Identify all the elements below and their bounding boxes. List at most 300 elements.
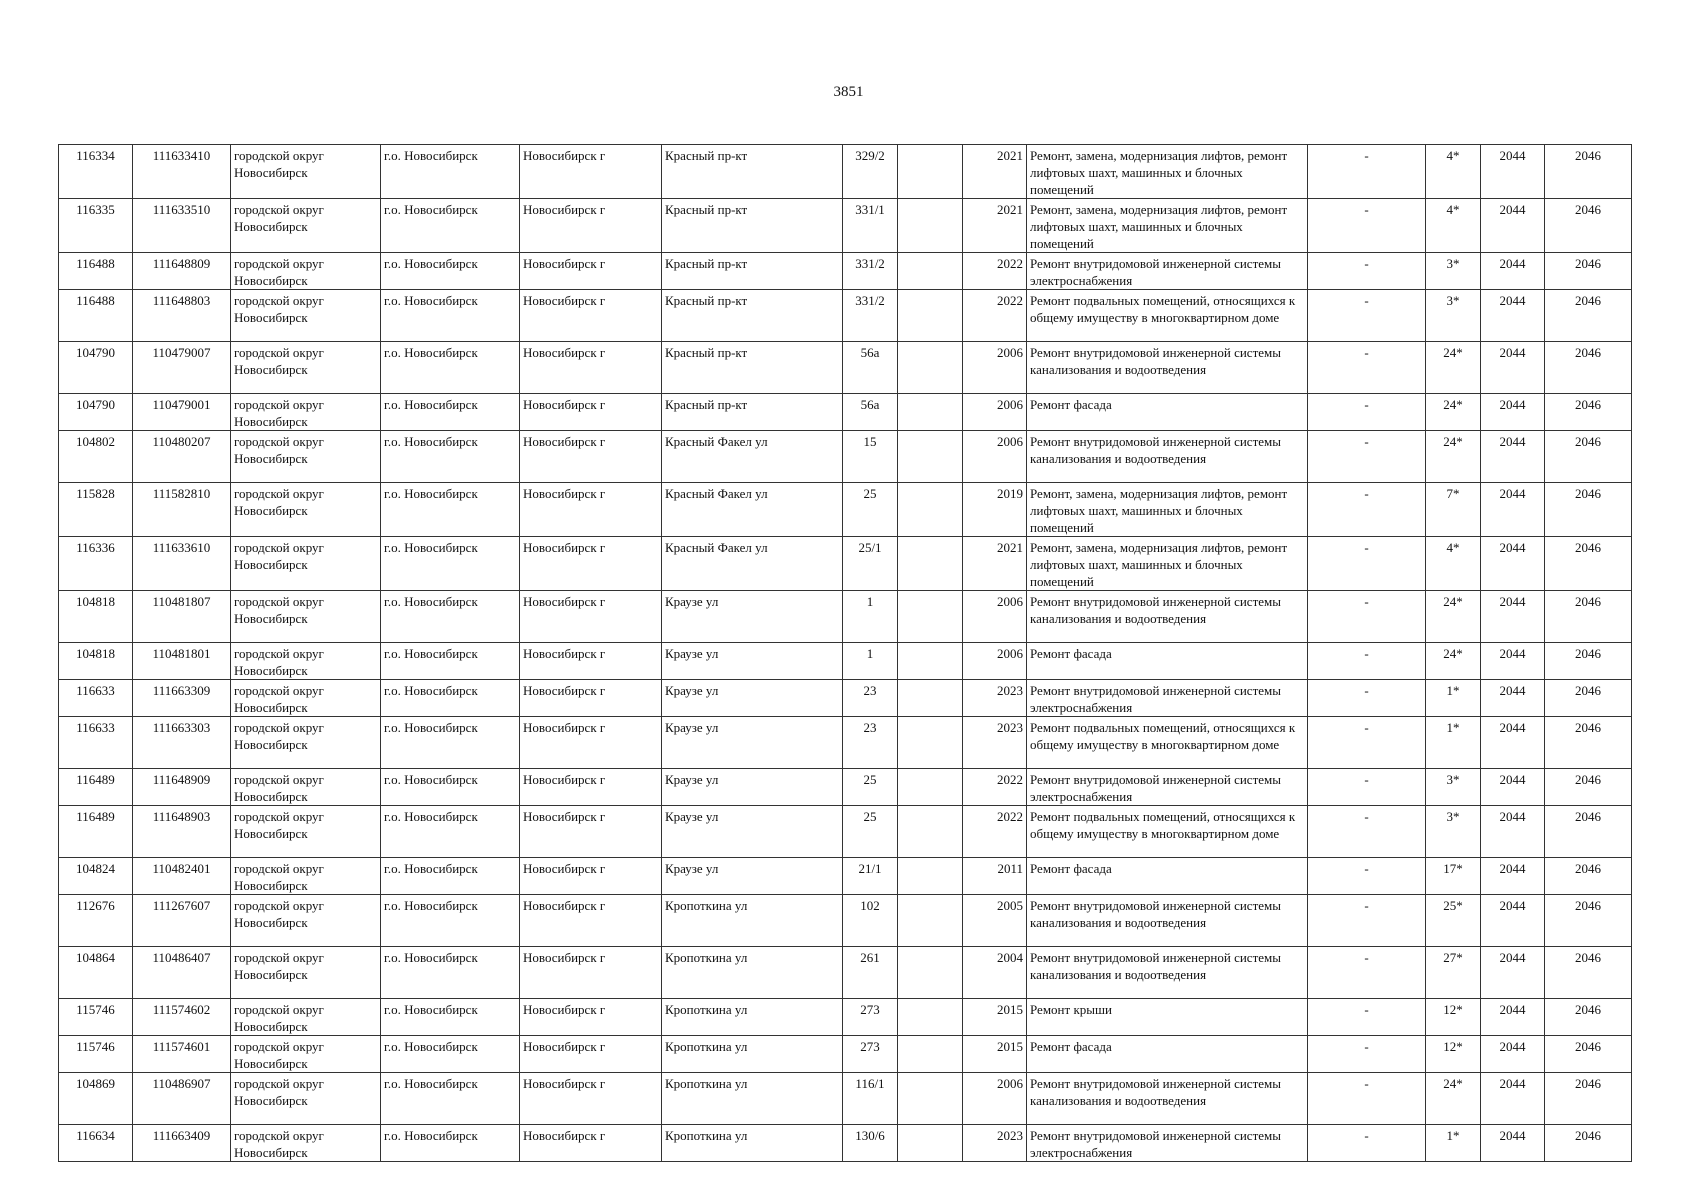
start-year-cell: 2044 <box>1481 537 1545 591</box>
work-type-cell: Ремонт, замена, модернизация лифтов, ремонт лифтовых шахт, машинных и блочных помещений <box>1027 483 1308 537</box>
building-cell <box>898 858 963 895</box>
start-year-cell: 2044 <box>1481 1125 1545 1162</box>
period-cell: 3* <box>1426 769 1481 806</box>
table-row <box>59 895 1632 947</box>
locality-cell: Новосибирск г <box>520 431 662 483</box>
start-year-cell: 2044 <box>1481 895 1545 947</box>
start-year-cell: 2044 <box>1481 806 1545 858</box>
commission-year-cell: 2015 <box>963 1036 1027 1073</box>
work-code-cell: 111663303 <box>133 717 231 769</box>
building-cell <box>898 643 963 680</box>
house-number-cell: 23 <box>843 680 898 717</box>
start-year-cell: 2044 <box>1481 1073 1545 1125</box>
building-cell <box>898 537 963 591</box>
locality-cell: Новосибирск г <box>520 1125 662 1162</box>
period-cell: 24* <box>1426 431 1481 483</box>
locality-cell: Новосибирск г <box>520 290 662 342</box>
district-cell: городской округ Новосибирск <box>231 145 381 199</box>
district-cell: городской округ Новосибирск <box>231 1036 381 1073</box>
commission-year-cell: 2015 <box>963 999 1027 1036</box>
district-cell: городской округ Новосибирск <box>231 1125 381 1162</box>
commission-year-cell: 2006 <box>963 1073 1027 1125</box>
building-cell <box>898 717 963 769</box>
commission-year-cell: 2011 <box>963 858 1027 895</box>
municipality-cell: г.о. Новосибирск <box>381 680 520 717</box>
work-code-cell: 110481801 <box>133 643 231 680</box>
work-code-cell: 111633410 <box>133 145 231 199</box>
locality-cell: Новосибирск г <box>520 1073 662 1125</box>
locality-cell: Новосибирск г <box>520 253 662 290</box>
locality-cell: Новосибирск г <box>520 717 662 769</box>
period-cell: 12* <box>1426 999 1481 1036</box>
object-id-cell: 115746 <box>59 999 133 1036</box>
end-year-cell: 2046 <box>1545 895 1632 947</box>
period-cell: 1* <box>1426 717 1481 769</box>
building-cell <box>898 145 963 199</box>
placeholder-cell: - <box>1308 717 1426 769</box>
street-cell: Кропоткина ул <box>662 947 843 999</box>
street-cell: Кропоткина ул <box>662 895 843 947</box>
district-cell: городской округ Новосибирск <box>231 895 381 947</box>
locality-cell: Новосибирск г <box>520 483 662 537</box>
start-year-cell: 2044 <box>1481 858 1545 895</box>
house-number-cell: 1 <box>843 591 898 643</box>
table-row <box>59 483 1632 537</box>
placeholder-cell: - <box>1308 483 1426 537</box>
work-type-cell: Ремонт внутридомовой инженерной системы электроснабжения <box>1027 769 1308 806</box>
period-cell: 3* <box>1426 253 1481 290</box>
work-code-cell: 111648803 <box>133 290 231 342</box>
commission-year-cell: 2005 <box>963 895 1027 947</box>
end-year-cell: 2046 <box>1545 769 1632 806</box>
building-cell <box>898 769 963 806</box>
work-type-cell: Ремонт внутридомовой инженерной системы канализования и водоотведения <box>1027 591 1308 643</box>
work-type-cell: Ремонт, замена, модернизация лифтов, ремонт лифтовых шахт, машинных и блочных помещений <box>1027 199 1308 253</box>
municipality-cell: г.о. Новосибирск <box>381 947 520 999</box>
start-year-cell: 2044 <box>1481 591 1545 643</box>
end-year-cell: 2046 <box>1545 290 1632 342</box>
house-number-cell: 25 <box>843 769 898 806</box>
work-type-cell: Ремонт внутридомовой инженерной системы канализования и водоотведения <box>1027 342 1308 394</box>
house-number-cell: 1 <box>843 643 898 680</box>
building-cell <box>898 394 963 431</box>
period-cell: 3* <box>1426 290 1481 342</box>
table-row <box>59 643 1632 680</box>
work-type-cell: Ремонт внутридомовой инженерной системы электроснабжения <box>1027 253 1308 290</box>
house-number-cell: 273 <box>843 1036 898 1073</box>
municipality-cell: г.о. Новосибирск <box>381 858 520 895</box>
start-year-cell: 2044 <box>1481 199 1545 253</box>
building-cell <box>898 591 963 643</box>
municipality-cell: г.о. Новосибирск <box>381 643 520 680</box>
object-id-cell: 104790 <box>59 394 133 431</box>
municipality-cell: г.о. Новосибирск <box>381 1036 520 1073</box>
object-id-cell: 116633 <box>59 717 133 769</box>
commission-year-cell: 2023 <box>963 680 1027 717</box>
street-cell: Краузе ул <box>662 717 843 769</box>
start-year-cell: 2044 <box>1481 483 1545 537</box>
placeholder-cell: - <box>1308 431 1426 483</box>
work-code-cell: 111633610 <box>133 537 231 591</box>
building-cell <box>898 680 963 717</box>
building-cell <box>898 199 963 253</box>
work-code-cell: 110486907 <box>133 1073 231 1125</box>
start-year-cell: 2044 <box>1481 947 1545 999</box>
placeholder-cell: - <box>1308 858 1426 895</box>
locality-cell: Новосибирск г <box>520 806 662 858</box>
placeholder-cell: - <box>1308 591 1426 643</box>
street-cell: Краузе ул <box>662 680 843 717</box>
placeholder-cell: - <box>1308 643 1426 680</box>
period-cell: 24* <box>1426 1073 1481 1125</box>
district-cell: городской округ Новосибирск <box>231 253 381 290</box>
table-row <box>59 858 1632 895</box>
district-cell: городской округ Новосибирск <box>231 717 381 769</box>
building-cell <box>898 895 963 947</box>
district-cell: городской округ Новосибирск <box>231 483 381 537</box>
building-cell <box>898 483 963 537</box>
house-number-cell: 273 <box>843 999 898 1036</box>
placeholder-cell: - <box>1308 290 1426 342</box>
house-number-cell: 25 <box>843 806 898 858</box>
district-cell: городской округ Новосибирск <box>231 806 381 858</box>
house-number-cell: 331/1 <box>843 199 898 253</box>
municipality-cell: г.о. Новосибирск <box>381 999 520 1036</box>
object-id-cell: 112676 <box>59 895 133 947</box>
table-row <box>59 999 1632 1036</box>
placeholder-cell: - <box>1308 1125 1426 1162</box>
house-number-cell: 21/1 <box>843 858 898 895</box>
object-id-cell: 104869 <box>59 1073 133 1125</box>
end-year-cell: 2046 <box>1545 342 1632 394</box>
work-code-cell: 110479001 <box>133 394 231 431</box>
house-number-cell: 329/2 <box>843 145 898 199</box>
commission-year-cell: 2006 <box>963 394 1027 431</box>
house-number-cell: 102 <box>843 895 898 947</box>
commission-year-cell: 2022 <box>963 290 1027 342</box>
object-id-cell: 104802 <box>59 431 133 483</box>
work-code-cell: 111574601 <box>133 1036 231 1073</box>
street-cell: Кропоткина ул <box>662 1125 843 1162</box>
table-row <box>59 1125 1632 1162</box>
end-year-cell: 2046 <box>1545 806 1632 858</box>
municipality-cell: г.о. Новосибирск <box>381 290 520 342</box>
municipality-cell: г.о. Новосибирск <box>381 394 520 431</box>
table-row <box>59 253 1632 290</box>
commission-year-cell: 2019 <box>963 483 1027 537</box>
street-cell: Красный Факел ул <box>662 537 843 591</box>
period-cell: 24* <box>1426 643 1481 680</box>
district-cell: городской округ Новосибирск <box>231 591 381 643</box>
placeholder-cell: - <box>1308 253 1426 290</box>
building-cell <box>898 947 963 999</box>
building-cell <box>898 342 963 394</box>
start-year-cell: 2044 <box>1481 643 1545 680</box>
work-type-cell: Ремонт внутридомовой инженерной системы канализования и водоотведения <box>1027 895 1308 947</box>
house-number-cell: 15 <box>843 431 898 483</box>
period-cell: 1* <box>1426 1125 1481 1162</box>
street-cell: Краузе ул <box>662 858 843 895</box>
period-cell: 7* <box>1426 483 1481 537</box>
work-code-cell: 111648903 <box>133 806 231 858</box>
house-number-cell: 130/6 <box>843 1125 898 1162</box>
locality-cell: Новосибирск г <box>520 680 662 717</box>
placeholder-cell: - <box>1308 1073 1426 1125</box>
municipality-cell: г.о. Новосибирск <box>381 806 520 858</box>
municipality-cell: г.о. Новосибирск <box>381 1073 520 1125</box>
period-cell: 24* <box>1426 591 1481 643</box>
street-cell: Красный Факел ул <box>662 431 843 483</box>
municipality-cell: г.о. Новосибирск <box>381 431 520 483</box>
table-row <box>59 1073 1632 1125</box>
locality-cell: Новосибирск г <box>520 769 662 806</box>
commission-year-cell: 2023 <box>963 1125 1027 1162</box>
period-cell: 24* <box>1426 394 1481 431</box>
work-code-cell: 110482401 <box>133 858 231 895</box>
end-year-cell: 2046 <box>1545 394 1632 431</box>
municipality-cell: г.о. Новосибирск <box>381 145 520 199</box>
work-code-cell: 111648909 <box>133 769 231 806</box>
start-year-cell: 2044 <box>1481 431 1545 483</box>
municipality-cell: г.о. Новосибирск <box>381 591 520 643</box>
table-row <box>59 199 1632 253</box>
object-id-cell: 116334 <box>59 145 133 199</box>
municipality-cell: г.о. Новосибирск <box>381 1125 520 1162</box>
end-year-cell: 2046 <box>1545 253 1632 290</box>
work-type-cell: Ремонт фасада <box>1027 394 1308 431</box>
municipality-cell: г.о. Новосибирск <box>381 717 520 769</box>
period-cell: 25* <box>1426 895 1481 947</box>
building-cell <box>898 1073 963 1125</box>
district-cell: городской округ Новосибирск <box>231 643 381 680</box>
end-year-cell: 2046 <box>1545 717 1632 769</box>
street-cell: Красный пр-кт <box>662 199 843 253</box>
end-year-cell: 2046 <box>1545 1036 1632 1073</box>
placeholder-cell: - <box>1308 999 1426 1036</box>
work-type-cell: Ремонт фасада <box>1027 1036 1308 1073</box>
district-cell: городской округ Новосибирск <box>231 290 381 342</box>
commission-year-cell: 2006 <box>963 342 1027 394</box>
object-id-cell: 104790 <box>59 342 133 394</box>
work-type-cell: Ремонт крыши <box>1027 999 1308 1036</box>
start-year-cell: 2044 <box>1481 342 1545 394</box>
table-row <box>59 342 1632 394</box>
locality-cell: Новосибирск г <box>520 999 662 1036</box>
commission-year-cell: 2022 <box>963 769 1027 806</box>
placeholder-cell: - <box>1308 806 1426 858</box>
locality-cell: Новосибирск г <box>520 394 662 431</box>
table-row <box>59 591 1632 643</box>
capital-repair-table <box>58 144 1632 1162</box>
table-row <box>59 290 1632 342</box>
object-id-cell: 116488 <box>59 253 133 290</box>
start-year-cell: 2044 <box>1481 680 1545 717</box>
building-cell <box>898 253 963 290</box>
table-row <box>59 680 1632 717</box>
work-code-cell: 111663409 <box>133 1125 231 1162</box>
placeholder-cell: - <box>1308 537 1426 591</box>
end-year-cell: 2046 <box>1545 431 1632 483</box>
work-type-cell: Ремонт подвальных помещений, относящихся к общему имуществу в многоквартирном доме <box>1027 717 1308 769</box>
table-row <box>59 145 1632 199</box>
commission-year-cell: 2004 <box>963 947 1027 999</box>
object-id-cell: 104818 <box>59 591 133 643</box>
table-row <box>59 537 1632 591</box>
object-id-cell: 116335 <box>59 199 133 253</box>
house-number-cell: 25 <box>843 483 898 537</box>
house-number-cell: 56а <box>843 394 898 431</box>
work-type-cell: Ремонт внутридомовой инженерной системы электроснабжения <box>1027 680 1308 717</box>
work-code-cell: 111574602 <box>133 999 231 1036</box>
building-cell <box>898 1125 963 1162</box>
start-year-cell: 2044 <box>1481 999 1545 1036</box>
end-year-cell: 2046 <box>1545 591 1632 643</box>
work-type-cell: Ремонт внутридомовой инженерной системы электроснабжения <box>1027 1125 1308 1162</box>
period-cell: 17* <box>1426 858 1481 895</box>
placeholder-cell: - <box>1308 895 1426 947</box>
locality-cell: Новосибирск г <box>520 342 662 394</box>
work-code-cell: 111648809 <box>133 253 231 290</box>
commission-year-cell: 2021 <box>963 537 1027 591</box>
district-cell: городской округ Новосибирск <box>231 537 381 591</box>
locality-cell: Новосибирск г <box>520 145 662 199</box>
commission-year-cell: 2022 <box>963 806 1027 858</box>
street-cell: Красный пр-кт <box>662 145 843 199</box>
building-cell <box>898 431 963 483</box>
locality-cell: Новосибирск г <box>520 643 662 680</box>
end-year-cell: 2046 <box>1545 537 1632 591</box>
street-cell: Краузе ул <box>662 769 843 806</box>
street-cell: Красный Факел ул <box>662 483 843 537</box>
work-type-cell: Ремонт, замена, модернизация лифтов, ремонт лифтовых шахт, машинных и блочных помещений <box>1027 145 1308 199</box>
work-type-cell: Ремонт внутридомовой инженерной системы канализования и водоотведения <box>1027 1073 1308 1125</box>
work-code-cell: 110480207 <box>133 431 231 483</box>
end-year-cell: 2046 <box>1545 1125 1632 1162</box>
object-id-cell: 104818 <box>59 643 133 680</box>
end-year-cell: 2046 <box>1545 680 1632 717</box>
placeholder-cell: - <box>1308 199 1426 253</box>
house-number-cell: 331/2 <box>843 253 898 290</box>
period-cell: 4* <box>1426 199 1481 253</box>
start-year-cell: 2044 <box>1481 394 1545 431</box>
period-cell: 27* <box>1426 947 1481 999</box>
table-row <box>59 1036 1632 1073</box>
municipality-cell: г.о. Новосибирск <box>381 199 520 253</box>
work-code-cell: 111663309 <box>133 680 231 717</box>
district-cell: городской округ Новосибирск <box>231 947 381 999</box>
district-cell: городской округ Новосибирск <box>231 769 381 806</box>
period-cell: 4* <box>1426 537 1481 591</box>
work-code-cell: 110479007 <box>133 342 231 394</box>
street-cell: Красный пр-кт <box>662 394 843 431</box>
district-cell: городской округ Новосибирск <box>231 1073 381 1125</box>
municipality-cell: г.о. Новосибирск <box>381 895 520 947</box>
district-cell: городской округ Новосибирск <box>231 342 381 394</box>
table-row <box>59 717 1632 769</box>
object-id-cell: 104864 <box>59 947 133 999</box>
period-cell: 3* <box>1426 806 1481 858</box>
commission-year-cell: 2006 <box>963 431 1027 483</box>
district-cell: городской округ Новосибирск <box>231 431 381 483</box>
commission-year-cell: 2006 <box>963 591 1027 643</box>
period-cell: 1* <box>1426 680 1481 717</box>
house-number-cell: 56а <box>843 342 898 394</box>
locality-cell: Новосибирск г <box>520 895 662 947</box>
placeholder-cell: - <box>1308 680 1426 717</box>
commission-year-cell: 2023 <box>963 717 1027 769</box>
work-code-cell: 110486407 <box>133 947 231 999</box>
street-cell: Красный пр-кт <box>662 342 843 394</box>
street-cell: Красный пр-кт <box>662 290 843 342</box>
work-code-cell: 111267607 <box>133 895 231 947</box>
placeholder-cell: - <box>1308 769 1426 806</box>
house-number-cell: 116/1 <box>843 1073 898 1125</box>
table-row <box>59 769 1632 806</box>
building-cell <box>898 806 963 858</box>
commission-year-cell: 2006 <box>963 643 1027 680</box>
placeholder-cell: - <box>1308 145 1426 199</box>
commission-year-cell: 2021 <box>963 145 1027 199</box>
object-id-cell: 116634 <box>59 1125 133 1162</box>
object-id-cell: 116336 <box>59 537 133 591</box>
locality-cell: Новосибирск г <box>520 1036 662 1073</box>
locality-cell: Новосибирск г <box>520 591 662 643</box>
end-year-cell: 2046 <box>1545 199 1632 253</box>
commission-year-cell: 2021 <box>963 199 1027 253</box>
house-number-cell: 331/2 <box>843 290 898 342</box>
end-year-cell: 2046 <box>1545 145 1632 199</box>
object-id-cell: 115746 <box>59 1036 133 1073</box>
end-year-cell: 2046 <box>1545 858 1632 895</box>
locality-cell: Новосибирск г <box>520 858 662 895</box>
end-year-cell: 2046 <box>1545 947 1632 999</box>
object-id-cell: 104824 <box>59 858 133 895</box>
object-id-cell: 116489 <box>59 769 133 806</box>
placeholder-cell: - <box>1308 1036 1426 1073</box>
start-year-cell: 2044 <box>1481 290 1545 342</box>
placeholder-cell: - <box>1308 342 1426 394</box>
municipality-cell: г.о. Новосибирск <box>381 537 520 591</box>
start-year-cell: 2044 <box>1481 769 1545 806</box>
work-code-cell: 111582810 <box>133 483 231 537</box>
table-row <box>59 394 1632 431</box>
work-type-cell: Ремонт внутридомовой инженерной системы канализования и водоотведения <box>1027 431 1308 483</box>
district-cell: городской округ Новосибирск <box>231 999 381 1036</box>
municipality-cell: г.о. Новосибирск <box>381 483 520 537</box>
street-cell: Кропоткина ул <box>662 1036 843 1073</box>
period-cell: 24* <box>1426 342 1481 394</box>
period-cell: 4* <box>1426 145 1481 199</box>
municipality-cell: г.о. Новосибирск <box>381 769 520 806</box>
district-cell: городской округ Новосибирск <box>231 394 381 431</box>
page-number: 3851 <box>833 84 864 100</box>
start-year-cell: 2044 <box>1481 717 1545 769</box>
object-id-cell: 116488 <box>59 290 133 342</box>
start-year-cell: 2044 <box>1481 145 1545 199</box>
end-year-cell: 2046 <box>1545 643 1632 680</box>
building-cell <box>898 290 963 342</box>
street-cell: Кропоткина ул <box>662 1073 843 1125</box>
work-type-cell: Ремонт внутридомовой инженерной системы канализования и водоотведения <box>1027 947 1308 999</box>
placeholder-cell: - <box>1308 947 1426 999</box>
object-id-cell: 115828 <box>59 483 133 537</box>
start-year-cell: 2044 <box>1481 253 1545 290</box>
work-code-cell: 110481807 <box>133 591 231 643</box>
district-cell: городской округ Новосибирск <box>231 199 381 253</box>
municipality-cell: г.о. Новосибирск <box>381 342 520 394</box>
building-cell <box>898 1036 963 1073</box>
work-code-cell: 111633510 <box>133 199 231 253</box>
